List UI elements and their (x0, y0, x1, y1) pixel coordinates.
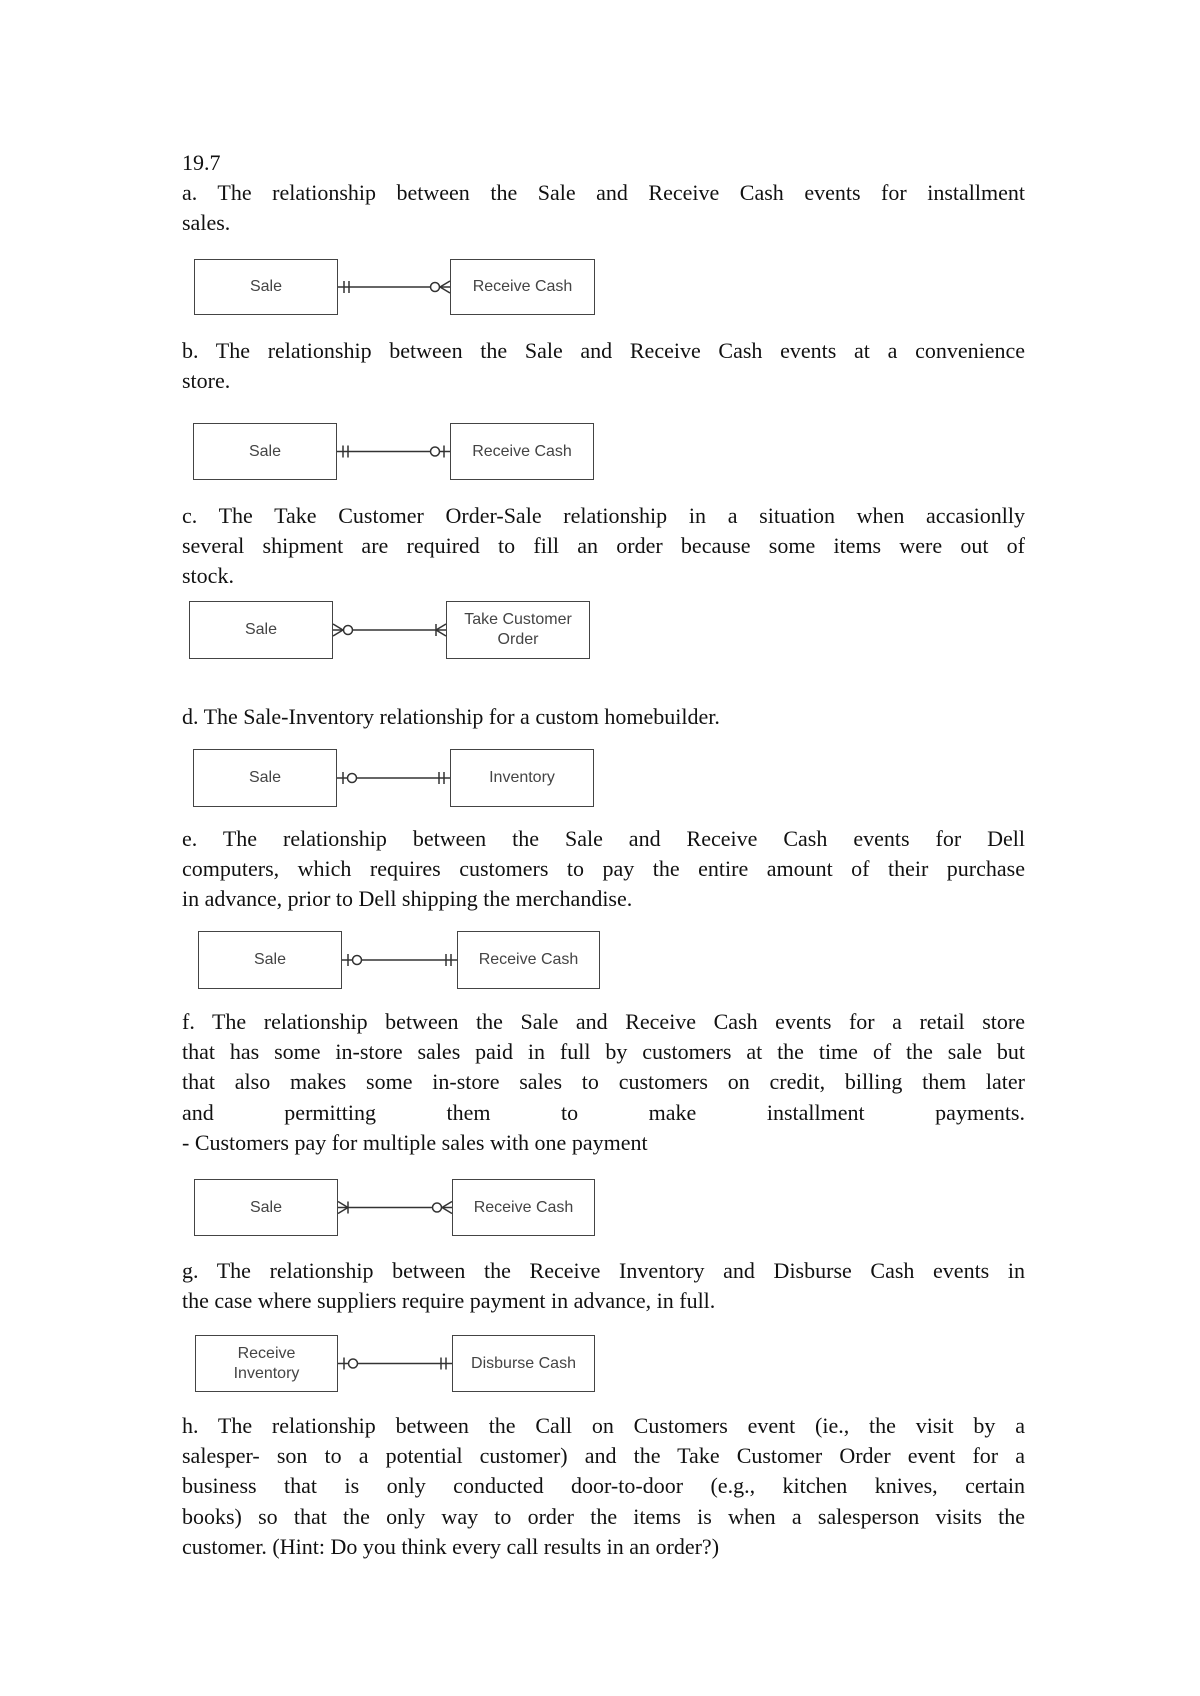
entity-label: Inventory (489, 769, 555, 786)
question-f-line: - Customers pay for multiple sales with one payment (182, 1129, 648, 1155)
question-h-line: books) so that the only way to order the items is when a salesperson visits the (182, 1503, 1025, 1529)
entity-label: Sale (248, 769, 282, 786)
question-c-line: c. The Take Customer Order-Sale relationship in a situation when accasionlly (182, 503, 1025, 528)
question-e-line: in advance, prior to Dell shipping the merchandise. (182, 886, 633, 912)
entity-label: Sale (249, 1198, 283, 1216)
question-c-line: several shipment are required to fill an order because some items were out of (182, 533, 1025, 559)
question-g-line: g. The relationship between the Receive Inventory and Disburse Cash events in (182, 1258, 1025, 1283)
entity-label: Sale (248, 442, 282, 460)
question-c-line: stock. (182, 563, 234, 589)
entity-label: Sale (253, 951, 287, 968)
entity-label: Receive Cash (473, 1198, 574, 1216)
entity-label: Sale (249, 278, 283, 295)
entity-label: Receive Cash (472, 278, 573, 295)
question-d-line: d. The Sale-Inventory relationship for a custom homebuilder. (182, 704, 720, 729)
question-f-line: and permitting them to make installment payments. (182, 1099, 1025, 1125)
question-f-line: that has some in-store sales paid in full by customers at the time of the sale but (182, 1039, 1025, 1065)
question-h-line: salesper- son to a potential customer) and the Take Customer Order event for a (182, 1443, 1025, 1469)
question-h-line: business that is only conducted door-to-door (e.g., kitchen knives, certain (182, 1473, 1025, 1499)
entity-label: Receive Cash (472, 442, 572, 460)
question-f-line: that also makes some in-store sales to customers on credit, billing them later (182, 1069, 1025, 1095)
question-b-line: b. The relationship between the Sale and Receive Cash events at a convenience (182, 338, 1025, 363)
question-a-line: a. The relationship between the Sale and Receive Cash events for installment (182, 180, 1025, 205)
entity-label: Take Customer Order (464, 611, 572, 648)
question-h-line: h. The relationship between the Call on Customers event (ie., the visit by a (182, 1413, 1025, 1438)
entity-label: Sale (244, 621, 278, 638)
entity-label: Receive Cash (478, 951, 579, 968)
entity-label: Disburse Cash (471, 1354, 576, 1372)
entity-label: Receive Inventory (233, 1344, 300, 1382)
question-a-line: sales. (182, 210, 231, 236)
question-g-line: the case where suppliers require payment in advance, in full. (182, 1288, 716, 1314)
question-f-line: f. The relationship between the Sale and Receive Cash events for a retail store (182, 1009, 1025, 1034)
question-h-line: customer. (Hint: Do you think every call results in an order?) (182, 1533, 720, 1559)
question-b-line: store. (182, 368, 231, 394)
heading: 19.7 (182, 150, 221, 175)
question-e-line: computers, which requires customers to pay the entire amount of their purchase (182, 856, 1025, 882)
question-e-line: e. The relationship between the Sale and Receive Cash events for Dell (182, 826, 1025, 851)
